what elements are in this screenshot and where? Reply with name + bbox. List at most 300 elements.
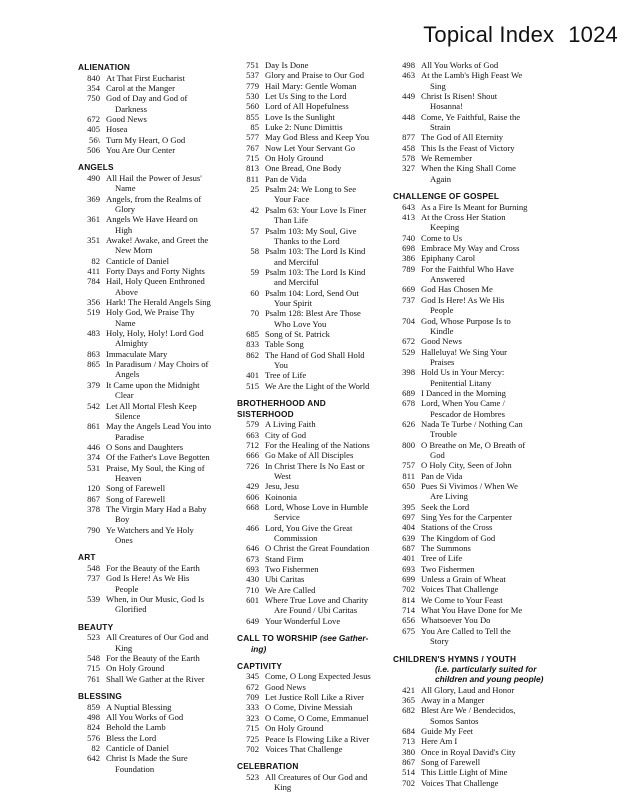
hymn-title (415, 347, 563, 368)
index-entry (237, 595, 374, 616)
hymn-number: 327 (402, 163, 415, 174)
index-entry (78, 702, 218, 712)
hymn-title (415, 143, 563, 153)
section-heading (237, 633, 374, 644)
hymn-title (259, 492, 374, 502)
hymn-title (415, 398, 563, 419)
hymn-title-line: Christ Is Risen! Shout (421, 91, 498, 102)
index-entry (237, 744, 374, 754)
hymn-title (415, 460, 563, 470)
hymn-number: 531 (87, 462, 100, 473)
hymn-title-line: Holy, Holy, Holy! Lord God (106, 328, 204, 339)
hymn-number: 693 (402, 563, 415, 574)
hymn-title (259, 184, 374, 205)
hymn-number: 861 (87, 421, 100, 432)
hymn-title-line: Seek the Lord (421, 501, 470, 512)
index-entry (78, 214, 218, 235)
index-section (237, 398, 374, 626)
hymn-title-line: Psalm 128: Blest Are Those (265, 308, 361, 319)
page-number: 1024 (568, 22, 618, 47)
hymn-number: 642 (87, 753, 100, 764)
hymn-title-line: Name (115, 183, 136, 194)
section-heading (78, 622, 218, 633)
hymn-title-line: We Are the Light of the World (265, 380, 370, 391)
hymn-title-line: People (430, 305, 454, 316)
index-entry (237, 440, 374, 450)
index-section (78, 62, 218, 155)
hymn-number: 398 (402, 367, 415, 378)
hymn-title (415, 543, 563, 553)
hymn-title (100, 573, 218, 594)
index-entry (237, 450, 374, 460)
index-entry (78, 421, 218, 442)
hymn-title-line: God Is Here! As We His (421, 294, 505, 305)
hymn-number: 867 (87, 493, 100, 504)
hymn-number: 643 (402, 201, 415, 212)
index-entry (237, 288, 374, 309)
hymn-title-line: Pues Si Vivimos / When We (421, 481, 518, 491)
hymn-number: 58 (250, 246, 259, 257)
hymn-title (415, 284, 563, 294)
hymn-title (100, 712, 218, 722)
hymn-number: 57 (250, 225, 259, 236)
hymn-title (259, 450, 374, 460)
index-section (393, 654, 563, 788)
index-entry (393, 778, 563, 788)
hymn-title-line: Jesu, Jesu (265, 481, 299, 492)
hymn-title-line: New Morn (115, 245, 153, 256)
hymn-number: 446 (87, 441, 100, 452)
hymn-number: 333 (246, 702, 259, 713)
hymn-title-line: Guide My Feet (421, 725, 474, 736)
hymn-title-line: Hail Mary: Gentle Woman (265, 80, 357, 91)
hymn-number: 862 (246, 349, 259, 360)
index-entry (393, 202, 563, 212)
hymn-title-line: O Holy City, Seen of John (421, 460, 512, 471)
hymn-title (415, 512, 563, 522)
hymn-title (259, 671, 374, 681)
index-entry (393, 615, 563, 625)
hymn-title-line: Behold the Lamb (106, 722, 166, 733)
hymn-title (415, 533, 563, 543)
index-entry (78, 573, 218, 594)
hymn-title (100, 135, 218, 145)
hymn-title-line: Away in a Manger (421, 694, 485, 705)
hymn-title-line: Boy (115, 514, 130, 525)
hymn-title-line: Glory and Praise to Our God (265, 70, 365, 81)
hymn-title (259, 91, 374, 101)
hymn-title-line: Than Life (274, 215, 309, 226)
index-entry (78, 525, 218, 546)
hymn-number: 498 (402, 60, 415, 70)
hymn-title (100, 114, 218, 124)
hymn-number: 672 (87, 113, 100, 124)
hymn-title-line: Lord of All Hopefulness (265, 101, 349, 112)
hymn-title (415, 747, 563, 757)
hymn-number: 666 (246, 450, 259, 461)
hymn-title-line: Day Is Done (265, 60, 309, 70)
hymn-title-line: Hosea (106, 124, 128, 135)
hymn-title-line: Psalm 103: My Soul, Give (265, 225, 357, 236)
hymn-title (415, 60, 563, 70)
index-entry (237, 723, 374, 733)
hymn-title-line: For the Beauty of the Earth (106, 562, 200, 573)
index-entry (237, 574, 374, 584)
index-section (237, 633, 374, 654)
index-section (78, 691, 218, 774)
hymn-title-line: Here Am I (421, 736, 458, 747)
hymn-number: 824 (87, 722, 100, 733)
hymn-title-line: Turn My Heart, O God (106, 134, 186, 145)
hymn-number: 82 (91, 255, 100, 266)
hymn-title-line: God (430, 449, 445, 460)
hymn-title (100, 421, 218, 442)
hymn-title (100, 452, 218, 462)
hymn-title-line: For the Faithful Who Have (421, 263, 514, 274)
hymn-title-line: O Sons and Daughters (106, 441, 184, 452)
hymn-number: 800 (402, 439, 415, 450)
index-entry (393, 295, 563, 316)
hymn-title-line: Praises (430, 356, 455, 367)
hymn-number: 413 (402, 212, 415, 223)
index-entry (78, 276, 218, 297)
index-entry (78, 114, 218, 124)
hymn-title-line: Epiphany Carol (421, 253, 476, 264)
hymn-title-line: and Merciful (274, 256, 319, 267)
hymn-title (415, 522, 563, 532)
hymn-number: 463 (402, 70, 415, 81)
index-entry (237, 308, 374, 329)
index-entry (393, 705, 563, 726)
hymn-number: 361 (87, 214, 100, 225)
hymn-title-line: Whatsoever You Do (421, 615, 491, 626)
hymn-title-line: We Are Called (265, 584, 316, 595)
hymn-title-line: I Danced in the Morning (421, 387, 506, 398)
hymn-title-line: On Holy Ground (265, 723, 324, 734)
hymn-number: 715 (87, 663, 100, 674)
index-entry (78, 135, 218, 145)
hymn-title-line: Service (274, 512, 300, 523)
hymn-number: 430 (246, 574, 259, 585)
hymn-number: 369 (87, 193, 100, 204)
hymn-title-line: The Hand of God Shall Hold (265, 349, 365, 360)
hymn-title (259, 132, 374, 142)
hymn-title-line: Love Is the Sunlight (265, 111, 335, 122)
hymn-number: 675 (402, 625, 415, 636)
hymn-title (415, 736, 563, 746)
hymn-title (259, 616, 374, 626)
index-entry (393, 112, 563, 133)
hymn-title-line: King (274, 782, 292, 793)
hymn-title (415, 481, 563, 502)
hymn-number: 840 (87, 72, 100, 83)
index-entry (78, 256, 218, 266)
hymn-number: 678 (402, 398, 415, 409)
hymn-title (259, 481, 374, 491)
hymn-title (415, 91, 563, 112)
hymn-title (259, 205, 374, 226)
section-heading-note: (see Gather- (319, 633, 369, 644)
index-entry (237, 682, 374, 692)
hymn-title (259, 595, 374, 616)
hymn-title-line: Above (115, 286, 138, 297)
hymn-title (415, 695, 563, 705)
index-entry (237, 481, 374, 491)
hymn-title-line: Almighty (115, 338, 148, 349)
hymn-title-line: Song of Farewell (106, 483, 166, 494)
hymn-title-line: Name (115, 317, 136, 328)
hymn-title-line: Halleluya! We Sing Your (421, 346, 508, 357)
index-entry (393, 264, 563, 285)
hymn-title-line: Holy God, We Praise Thy (106, 307, 195, 318)
hymn-title-line: Voices That Challenge (421, 777, 499, 788)
index-entry (237, 702, 374, 712)
index-entry (237, 461, 374, 482)
hymn-title (415, 726, 563, 736)
hymn-title-line: Let All Mortal Flesh Keep (106, 400, 197, 411)
index-entry (393, 584, 563, 594)
index-entry (237, 564, 374, 574)
index-entry (393, 367, 563, 388)
hymn-number: 449 (402, 91, 415, 102)
hymn-title-line: This Is the Feast of Victory (421, 142, 515, 153)
hymn-number: 790 (87, 524, 100, 535)
hymn-number: 506 (87, 145, 100, 155)
hymn-title-line: When, in Our Music, God Is (106, 593, 205, 604)
hymn-title-line: Somos Santos (430, 715, 479, 726)
index-entry (237, 205, 374, 226)
hymn-title-line: Lord, When You Came / (421, 398, 505, 409)
index-entry (237, 122, 374, 132)
index-entry (393, 481, 563, 502)
hymn-number: 702 (402, 584, 415, 595)
hymn-title-line: Darkness (115, 103, 147, 114)
index-entry (78, 266, 218, 276)
section-heading-text: BROTHERHOOD AND SISTERHOOD (237, 398, 326, 419)
hymn-title (100, 328, 218, 349)
index-entry (78, 83, 218, 93)
hymn-title-line: Pan de Vida (421, 470, 463, 481)
hymn-title (259, 692, 374, 702)
hymn-title-line: Psalm 104: Lord, Send Out (265, 287, 359, 298)
hymn-title-line: You Are Our Center (106, 145, 176, 155)
hymn-number: 401 (402, 553, 415, 564)
hymn-title-line: Lord, You Give the Great (265, 522, 353, 533)
hymn-title-line: Glorified (115, 604, 147, 615)
hymn-number: 726 (246, 460, 259, 471)
section-heading-text: CHALLENGE OF GOSPEL (393, 191, 500, 202)
hymn-title-line: O Come, O Come, Emmanuel (265, 712, 369, 723)
hymn-number: 750 (87, 93, 100, 104)
hymn-title (259, 153, 374, 163)
hymn-title-line: City of God (265, 429, 307, 440)
hymn-title (415, 264, 563, 285)
hymn-title (100, 702, 218, 712)
hymn-number: 411 (87, 266, 100, 277)
hymn-title-line: Good News (421, 336, 462, 347)
index-entry (237, 543, 374, 553)
hymn-title (259, 81, 374, 91)
hymn-title (415, 553, 563, 563)
hymn-number: 811 (402, 470, 415, 481)
hymn-title-line: Voices That Challenge (421, 584, 499, 595)
hymn-title-line: Song of Farewell (106, 493, 166, 504)
hymn-number: 345 (246, 671, 259, 682)
hymn-title (100, 256, 218, 266)
section-heading-note-continued: ing) (251, 643, 267, 654)
hymn-title (259, 440, 374, 450)
hymn-number: 530 (246, 91, 259, 102)
hymn-title-line: Psalm 103: The Lord Is Kind (265, 246, 366, 257)
hymn-title-line: On Holy Ground (106, 663, 165, 674)
hymn-title-line: Forty Days and Forty Nights (106, 266, 205, 277)
hymn-title-line: All Creatures of Our God and (265, 771, 368, 782)
hymn-number: 70 (250, 308, 259, 319)
hymn-title (100, 173, 218, 194)
hymn-number: 374 (87, 452, 100, 463)
index-entry (78, 452, 218, 462)
hymn-number: 576 (87, 732, 100, 743)
hymn-title (415, 584, 563, 594)
index-entry (78, 442, 218, 452)
hymn-title (415, 595, 563, 605)
hymn-title-line: Angels (115, 369, 140, 380)
hymn-number: 626 (402, 418, 415, 429)
hymn-number: 323 (246, 712, 259, 723)
index-entry (393, 512, 563, 522)
hymn-title-line: In Paradisum / May Choirs of (106, 359, 209, 370)
index-entry (78, 93, 218, 114)
hymn-number: 672 (246, 681, 259, 692)
hymn-title (100, 504, 218, 525)
hymn-title (259, 329, 374, 339)
hymn-number: 687 (402, 543, 415, 554)
index-entry (237, 370, 374, 380)
index-section (78, 552, 218, 614)
hymn-number: 42 (250, 204, 259, 215)
hymn-title-line: Ones (115, 534, 133, 545)
hymn-number: 813 (246, 163, 259, 174)
hymn-number: 725 (246, 733, 259, 744)
index-entry (393, 471, 563, 481)
hymn-number: 689 (402, 387, 415, 398)
hymn-title (100, 594, 218, 615)
hymn-title (259, 381, 374, 391)
hymn-number: 466 (246, 522, 259, 533)
hymn-title-line: Heaven (115, 472, 142, 483)
index-entry (237, 143, 374, 153)
index-entry (237, 153, 374, 163)
page-title: Topical Index (423, 22, 555, 47)
index-entry (393, 132, 563, 142)
index-entry (393, 574, 563, 584)
hymn-title (415, 502, 563, 512)
hymn-number: 351 (87, 235, 100, 245)
hymn-title (259, 702, 374, 712)
index-entry (78, 674, 218, 684)
index-entry (393, 398, 563, 419)
index-entry (237, 772, 374, 793)
index-entry (237, 492, 374, 502)
hymn-title-line: Two Fishermen (265, 564, 319, 574)
hymn-title (259, 744, 374, 754)
hymn-number: 704 (402, 315, 415, 326)
section-heading (78, 691, 218, 702)
hymn-title-line: Commission (274, 532, 318, 543)
index-entry (393, 163, 563, 184)
hymn-number: 713 (402, 736, 415, 747)
hymn-title-line: O Come, Divine Messiah (265, 702, 353, 713)
section-heading (78, 552, 218, 563)
section-heading-text: CAPTIVITY (237, 660, 283, 671)
hymn-title-line: West (274, 470, 291, 481)
hymn-title-line: All Glory, Laud and Honor (421, 684, 515, 695)
hymn-number: 761 (87, 673, 100, 684)
hymn-title-line: People (115, 583, 139, 594)
hymn-title-line: Bless the Lord (106, 732, 157, 743)
hymn-number: 698 (402, 243, 415, 254)
hymn-number: 685 (246, 328, 259, 339)
index-entry (78, 594, 218, 615)
hymn-title (100, 73, 218, 83)
hymn-title (259, 267, 374, 288)
index-entry (78, 297, 218, 307)
index-entry (237, 163, 374, 173)
index-entry (393, 533, 563, 543)
index-entry (78, 632, 218, 653)
hymn-number: 833 (246, 339, 259, 350)
section-heading-text: CELEBRATION (237, 761, 299, 772)
hymn-title-line: At That First Eucharist (106, 72, 185, 83)
hymn-title (259, 502, 374, 523)
hymn-title-line: Thanks to the Lord (274, 235, 340, 246)
hymn-number: 784 (87, 276, 100, 287)
hymn-title-line: All Creatures of Our God and (106, 632, 209, 643)
hymn-title-line: Kindle (430, 325, 454, 336)
hymn-number: 811 (246, 173, 259, 184)
hymn-number: 519 (87, 307, 100, 318)
hymn-title-line: O Breathe on Me, O Breath of (421, 439, 526, 450)
hymn-title (259, 308, 374, 329)
hymn-number: 859 (87, 701, 100, 712)
hymn-title-line: Come to Us (421, 232, 463, 243)
index-entry (237, 267, 374, 288)
hymn-title-line: Sing Yes for the Carpenter (421, 512, 512, 523)
hymn-title-line: Are Living (430, 491, 468, 502)
hymn-title-line: Hail, Holy Queen Enthroned (106, 276, 205, 287)
hymn-title (259, 713, 374, 723)
hymn-number: 668 (246, 501, 259, 512)
index-entry (393, 736, 563, 746)
hymn-title (259, 246, 374, 267)
hymn-title-line: Once in Royal David's City (421, 746, 516, 757)
index-entry (78, 349, 218, 359)
hymn-title (259, 143, 374, 153)
hymn-number: 715 (246, 723, 259, 734)
hymn-title-line: Strain (430, 122, 451, 133)
index-entry (237, 381, 374, 391)
hymn-title-line: The Virgin Mary Had a Baby (106, 503, 207, 514)
hymn-title (259, 682, 374, 692)
hymn-title-line: Your Spirit (274, 297, 313, 308)
hymn-title (100, 743, 218, 753)
hymn-title (100, 214, 218, 235)
hymn-title-line: Stand Firm (265, 553, 304, 564)
index-entry (78, 733, 218, 743)
hymn-number: 737 (402, 294, 415, 305)
section-heading (237, 661, 374, 672)
index-entry (393, 553, 563, 563)
